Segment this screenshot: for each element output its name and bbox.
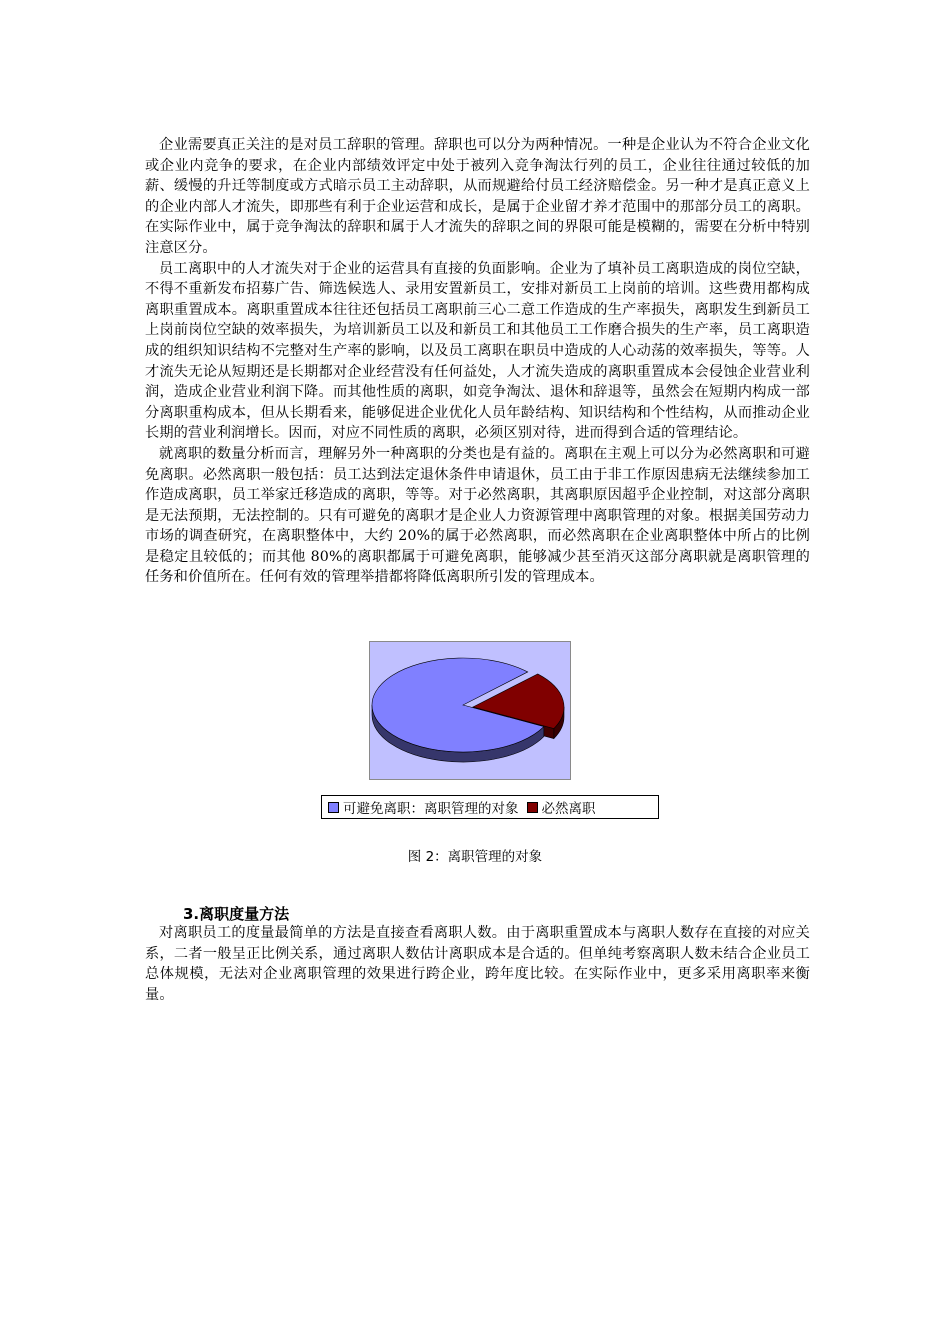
- legend-label-inevitable: 必然离职: [541, 801, 596, 817]
- paragraph-2: 员工离职中的人才流失对于企业的运营具有直接的负面影响。企业为了填补员工离职造成的岗位空缺，不得不重新发布招募广告、筛选候选人、录用安置新员工，安排对新员工上岗前的培训。这些费用都构成离职重置成本。离职重置成本往往还包括员工离职前三心二意工作造成的生产率损失，离职发生到新员工上岗前岗位空缺的效率损失，为培训新员工以及和新员工和其他员工工作磨合损失的生产率，员工离职造成的组织知识结构不完整对生产率的影响，以及员工离职在职员中造成的人心动荡的效率损失，等等。人才流失无论从短期还是长期都对企业经营没有任何益处，人才流失造成的离职重置成本会侵蚀企业营业利润，造成企业营业利润下降。而其他性质的离职，如竞争淘汰、退休和辞退等，虽然会在短期内构成一部分离职重构成本，但从长期看来，能够促进企业优化人员年龄结构、知识结构和个性结构，从而推动企业长期的营业利润增长。因而，对应不同性质的离职，必须区别对待，进而得到合适的管理结论。: [145, 260, 810, 442]
- body-text-upper: [145, 135, 810, 588]
- pie-chart-svg: [370, 642, 572, 781]
- body-text-lower: [145, 923, 810, 1005]
- legend-entry-avoidable: [328, 797, 519, 817]
- legend-label-avoidable: 可避免离职：离职管理的对象: [343, 801, 519, 817]
- legend-entry-inevitable: [527, 797, 596, 817]
- paragraph-1: 企业需要真正关注的是对员工辞职的管理。辞职也可以分为两种情况。一种是企业认为不符合企业文化或企业内竞争的要求，在企业内部绩效评定中处于被列入竞争淘汰行列的员工，企业往往通过较低的加薪、缓慢的升迁等制度或方式暗示员工主动辞职，从而规避给付员工经济赔偿金。另一种才是真正意义上的企业内部人才流失，即那些有利于企业运营和成长，是属于企业留才养才范围中的那部分员工的离职。在实际作业中，属于竞争淘汰的辞职和属于人才流失的辞职之间的界限可能是模糊的，需要在分析中特别注意区分。: [145, 137, 810, 256]
- figure-caption: 图 2：离职管理的对象: [407, 849, 543, 865]
- paragraph-4: 对离职员工的度量最简单的方法是直接查看离职人数。由于离职重置成本与离职人数存在直接的对应关系，二者一般呈正比例关系，通过离职人数估计离职成本是合适的。但单纯考察离职人数未结合企业员工总体规模，无法对企业离职管理的效果进行跨企业，跨年度比较。在实际作业中，更多采用离职率来衡量。: [145, 925, 810, 1003]
- legend-swatch-avoidable: [328, 802, 339, 813]
- legend-swatch-inevitable: [527, 802, 538, 813]
- pie-chart: [369, 641, 571, 780]
- paragraph-3: 就离职的数量分析而言，理解另外一种离职的分类也是有益的。离职在主观上可以分为必然离职和可避免离职。必然离职一般包括：员工达到法定退休条件申请退休，员工由于非工作原因患病无法继续参加工作造成离职，员工举家迁移造成的离职，等等。对于必然离职，其离职原因超乎企业控制，对这部分离职是无法预期，无法控制的。只有可避免的离职才是企业人力资源管理中离职管理的对象。根据美国劳动力市场的调查研究，在离职整体中，大约 20%的属于必然离职，而必然离职在企业离职整体中所占的比例是稳定且较低的；而其他 80%的离职都属于可避免离职，能够减少甚至消灭这部分离职就是离职管理的任务和价值所在。任何有效的管理举措都将降低离职所引发的管理成本。: [145, 445, 810, 586]
- chart-legend: [321, 795, 659, 819]
- section-heading: 3.离职度量方法: [183, 905, 290, 923]
